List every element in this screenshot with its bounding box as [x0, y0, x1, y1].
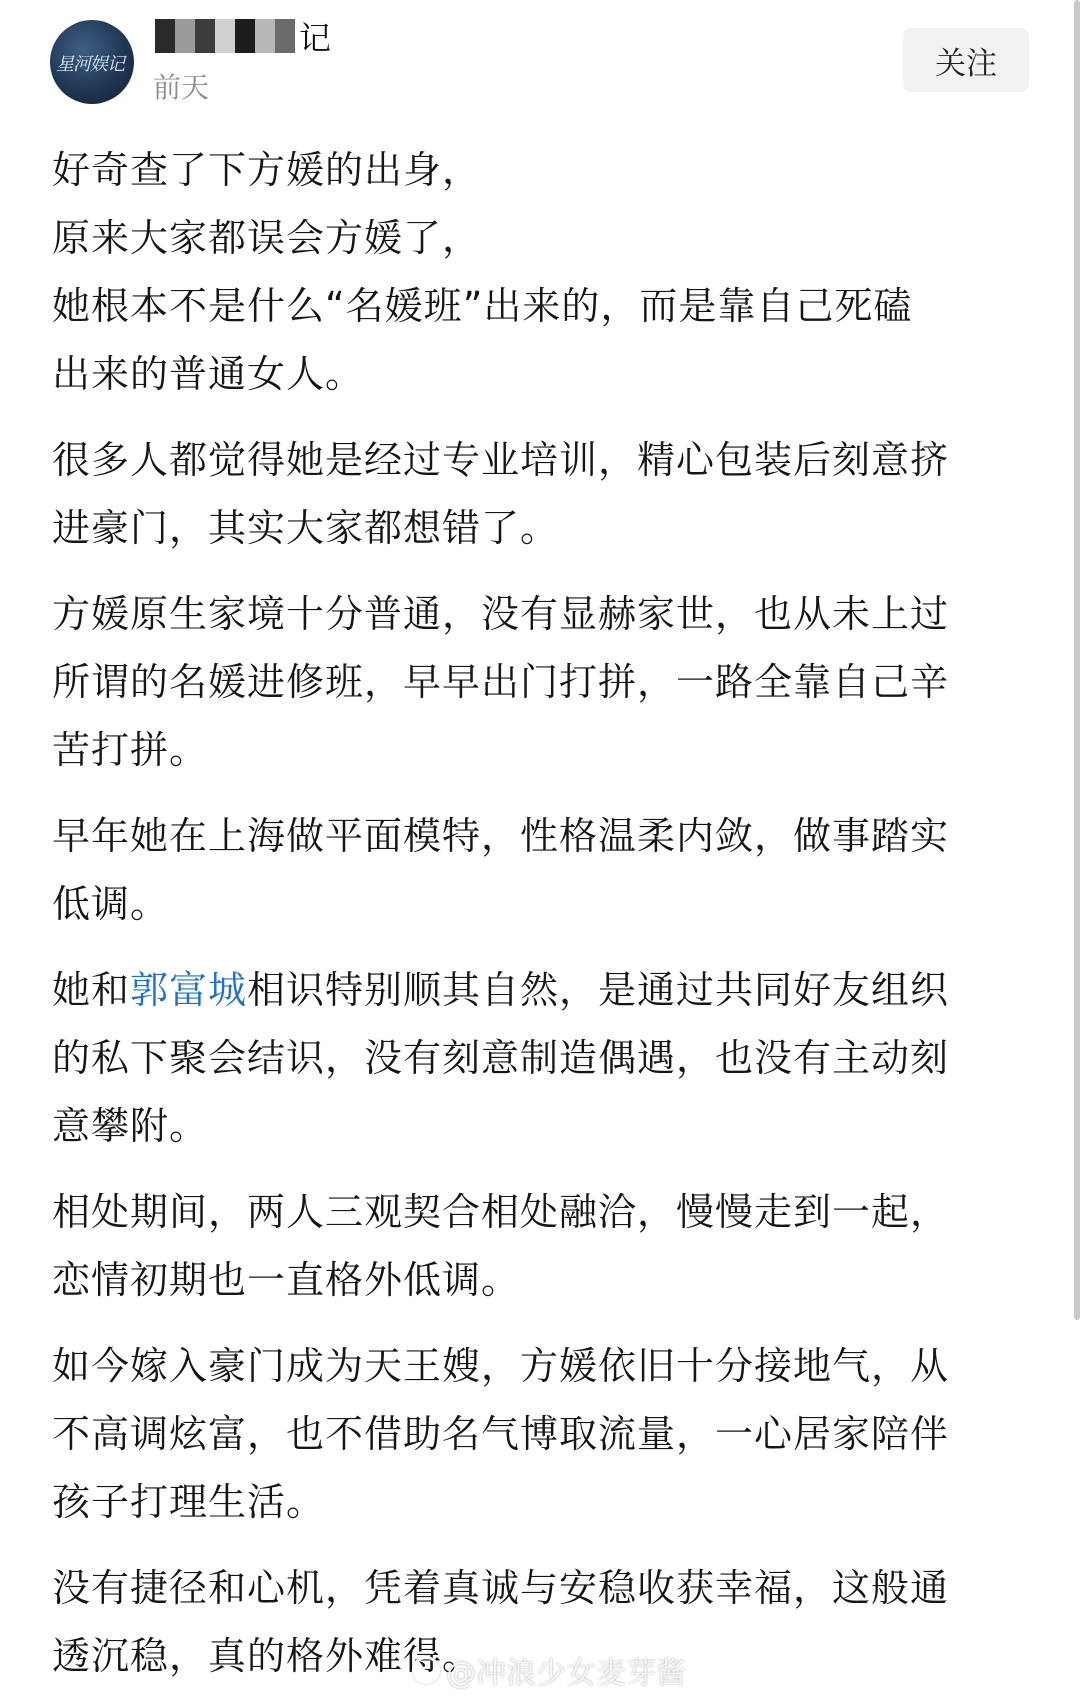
- username[interactable]: [155, 16, 331, 56]
- paragraph-6: [52, 1178, 1032, 1314]
- text-line: 原来大家都误会方媛了，: [52, 216, 482, 260]
- text-line: 恋情初期也一直格外低调。: [52, 1258, 521, 1302]
- text-line: 孩子打理生活。: [52, 1480, 326, 1524]
- text-line: 进豪门，其实大家都想错了。: [52, 506, 560, 550]
- follow-button[interactable]: 关注: [903, 28, 1029, 92]
- text-line: 的私下聚会结识，没有刻意制造偶遇，也没有主动刻: [52, 1036, 950, 1080]
- weibo-logo-icon: [412, 1656, 440, 1684]
- paragraph-5: [52, 956, 1032, 1160]
- paragraph-7: [52, 1332, 1032, 1536]
- username-text: 记: [299, 19, 332, 57]
- post-timestamp: 前天: [153, 71, 210, 104]
- paragraph-2: [52, 426, 1032, 562]
- avatar[interactable]: [50, 20, 134, 104]
- text-line: 好奇查了下方媛的出身，: [52, 148, 482, 192]
- text-line: 低调。: [52, 882, 170, 926]
- person-link-guo-fucheng[interactable]: 郭富城: [130, 968, 248, 1012]
- text-segment: 她和: [52, 968, 131, 1012]
- paragraph-1: [52, 136, 1032, 408]
- paragraph-3: [52, 580, 1032, 784]
- text-line: [52, 956, 1032, 1024]
- text-line: 苦打拼。: [52, 728, 209, 772]
- post-header: [0, 0, 1080, 120]
- text-line: 如今嫁入豪门成为天王嫂，方媛依旧十分接地气，从: [52, 1344, 950, 1388]
- text-segment: 相识特别顺其自然，是通过共同好友组织: [247, 968, 950, 1012]
- avatar-logo-text: 星河娱记: [56, 54, 124, 75]
- scrollbar[interactable]: [1074, 0, 1080, 1320]
- text-line: 方媛原生家境十分普通，没有显赫家世，也从未上过: [52, 592, 950, 636]
- text-line: 透沉稳，真的格外难得。: [52, 1634, 482, 1678]
- text-line: 不高调炫富，也不借助名气博取流量，一心居家陪伴: [52, 1412, 950, 1456]
- text-line: 她根本不是什么“名媛班”出来的，而是靠自己死磕: [52, 284, 913, 328]
- text-line: 相处期间，两人三观契合相处融洽，慢慢走到一起，: [52, 1190, 950, 1234]
- watermark-text: @冲浪少女麦芽酱: [446, 1656, 686, 1691]
- text-line: 很多人都觉得她是经过专业培训，精心包装后刻意挤: [52, 438, 950, 482]
- text-line: 意攀附。: [52, 1104, 209, 1148]
- text-line: 所谓的名媛进修班，早早出门打拼，一路全靠自己辛: [52, 660, 950, 704]
- text-line: 没有捷径和心机，凭着真诚与安稳收获幸福，这般通: [52, 1566, 950, 1610]
- paragraph-4: [52, 802, 1032, 938]
- text-line: 出来的普通女人。: [52, 352, 365, 396]
- post-content: [52, 136, 1032, 1708]
- watermark: [412, 1648, 686, 1692]
- text-line: 早年她在上海做平面模特，性格温柔内敛，做事踏实: [52, 814, 950, 858]
- username-mosaic: [155, 19, 295, 53]
